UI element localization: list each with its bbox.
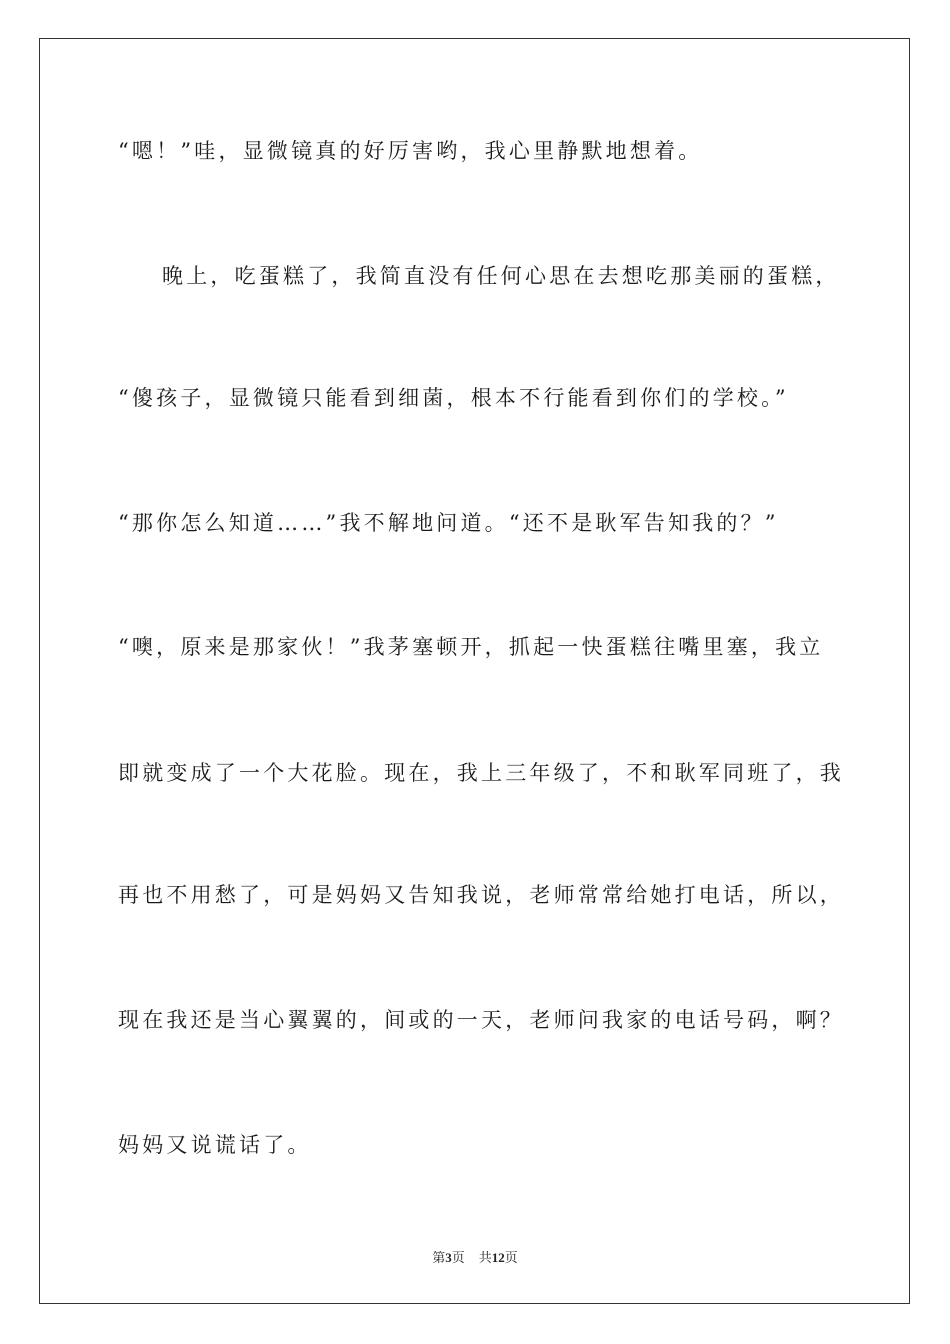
total-pages-number: 12 (491, 1250, 505, 1265)
body-text-line-4: “那你怎么知道……”我不解地问道。“还不是耿军告知我的？” (118, 511, 779, 535)
total-suffix: 页 (504, 1250, 518, 1265)
body-text-line-7: 再也不用愁了，可是妈妈又告知我说，老师常常给她打电话，所以， (118, 883, 844, 907)
page-suffix: 页 (451, 1250, 465, 1265)
total-prefix: 共 (478, 1250, 492, 1265)
page-border (39, 38, 910, 1304)
body-text-line-9: 妈妈又说谎话了。 (118, 1133, 312, 1157)
page-prefix: 第 (432, 1250, 446, 1265)
page-footer (0, 1247, 950, 1266)
body-text-line-6: 即就变成了一个大花脸。现在，我上三年级了，不和耿军同班了，我 (118, 761, 844, 785)
body-text-line-2: 晚上，吃蛋糕了，我简直没有任何心思在去想吃那美丽的蛋糕， (162, 264, 840, 288)
current-page-number: 3 (445, 1250, 452, 1265)
body-text-line-3: “傻孩子，显微镜只能看到细菌，根本不行能看到你们的学校。” (118, 386, 789, 410)
body-text-line-1: “嗯！”哇，显微镜真的好厉害哟，我心里静默地想着。 (118, 139, 703, 163)
body-text-line-8: 现在我还是当心翼翼的，间或的一天，老师问我家的电话号码，啊？ (118, 1008, 844, 1032)
body-text-line-5: “噢，原来是那家伙！”我茅塞顿开，抓起一快蛋糕往嘴里塞，我立 (118, 635, 824, 659)
